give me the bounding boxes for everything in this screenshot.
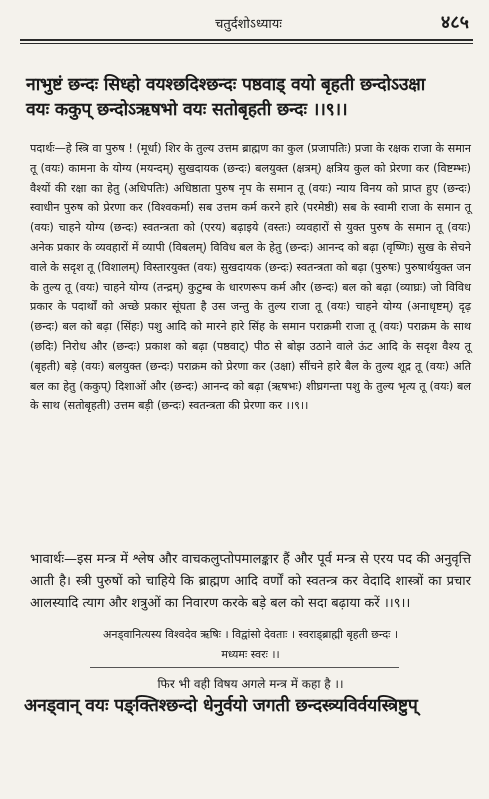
padartha-paragraph: पदार्थः—हे स्त्रि वा पुरुष ! (मूर्धा) शिर के तुल्य उत्तम ब्राह्मण का कुल (प्रजापतिः) प्रजा के रक्षक राजा के समान तू (वयः) कामना के योग्य (मयन्दम्) सुखदायक (छन्दः) बलयुक्त (क्षत्रम्) क्षत्रिय कुल को प्रेरणा कर (विष्टम्भः) वैश्यों की रक्षा का हेतु (अधिपतिः) अधिष्ठाता पुरुष नृप के समान तू (वयः) न्याय विनय को प्राप्त हुए (छन्दः) स्वाधीन पुरुष को प्रेरणा कर (विश्वकर्मा) सब उत्तम कर्म करने हारे (परमेष्ठी) सब के स्वामी राजा के समान तू (वयः) चाहने योग्य (छन्दः) स्वतन्त्रता को (एरय) बढ़ाइये (वस्तः) व्यवहारों से युक्त पुरुष के समान तू (वयः) अनेक प्रकार के व्यवहारों में व्यापी (विबलम्) विविध बल के हेतु (छन्दः) आनन्द को बढ़ा (वृष्णिः) सुख के सेचने वाले के सदृश तू (विशालम्) विस्तारयुक्त (वयः) सुखदायक (छन्दः) स्वतन्त्रता को बढ़ा (पुरुषः) पुरुषार्थयुक्त जन के तुल्य तू (वयः) चाहने योग्य (तन्द्रम्) कुटुम्ब के धारणरूप कर्म और (छन्दः) बल को बढ़ा (व्याघ्रः) जो विविध प्रकार के पदार्थों को अच्छे प्रकार सूंघता है उस जन्तु के तुल्य राजा तू (वयः) चाहने योग्य (अनाधृष्टम्) दृढ़ (छन्दः) बल को बढ़ा (सिंहः) पशु आदि को मारने हारे सिंह के समान पराक्रमी राजा तू (वयः) पराक्रम के साथ (छदिः) निरोध और (छन्दः) प्रकाश को बढ़ा (पष्ठवाट्) पीठ से बोझ उठाने वाले ऊंट आदि के सदृश वैश्य तू (बृहती) बड़े (वयः) बलयुक्त (छन्दः) पराक्रम को प्रेरणा कर (उक्षा) सींचने हारे बैल के तुल्य शूद्र तू (वयः) अति बल का हेतु (ककुप्) दिशाओं और (छन्दः) आनन्द को बढ़ा (ऋषभः) शीघ्रगन्ता पशु के तुल्य भृत्य तू (वयः) बल के साथ (सतोबृहती) उत्तम बड़ी (छन्दः) स्वतन्त्रता की प्रेरणा कर ।।९।।	[30, 142, 471, 413]
page-number: ४८५	[440, 12, 469, 33]
mantra-meta-line-2: मध्यमः स्वरः ।।	[221, 648, 280, 661]
mantra-line-1: नाभुष्टं छन्दः सिध्हो वयश्छदिश्छन्दः पष्ठवाड् वयो बृहती छन्दोऽउक्षा	[26, 75, 426, 95]
header-rule-thin	[20, 43, 473, 44]
next-mantra-intro: फिर भी वही विषय अगले मन्त्र में कहा है ।।	[157, 677, 344, 691]
mantra-verse	[26, 73, 471, 123]
header-rule	[20, 39, 473, 41]
section-divider	[90, 667, 399, 668]
page-header	[28, 10, 469, 36]
bhavartha-paragraph: भावार्थः—इस मन्त्र में श्लेष और वाचकलुप्तोपमालङ्कार हैं और पूर्व मन्त्र से एरय पद की अनुवृत्ति आती है। स्त्री पुरुषों को चाहिये कि ब्राह्मण आदि वर्णों को स्वतन्त्र कर वेदादि शास्त्रों का प्रचार आलस्यादि त्याग और शत्रुओं का निवारण करके बड़े बल को सदा बढ़ाया करें ।।९।।	[30, 552, 471, 611]
next-mantra-verse: अनड्वान् वयः पङ्क्तिश्छन्दो धेनुर्वयो जगती छन्दस्त्र्यविर्वयस्त्रिष्टुप्	[24, 696, 418, 716]
mantra-meta-line-1: अनड्वानित्यस्य विश्वदेव ऋषिः । विद्वांसो देवताः । स्वराड्ब्राह्मी बृहती छन्दः ।	[102, 628, 399, 641]
mantra-line-2: वयः ककुप् छन्दोऽऋषभो वयः सतोबृहती छन्दः ।।९।।	[26, 100, 348, 120]
chapter-title: चतुर्दशोऽध्यायः	[215, 17, 282, 32]
